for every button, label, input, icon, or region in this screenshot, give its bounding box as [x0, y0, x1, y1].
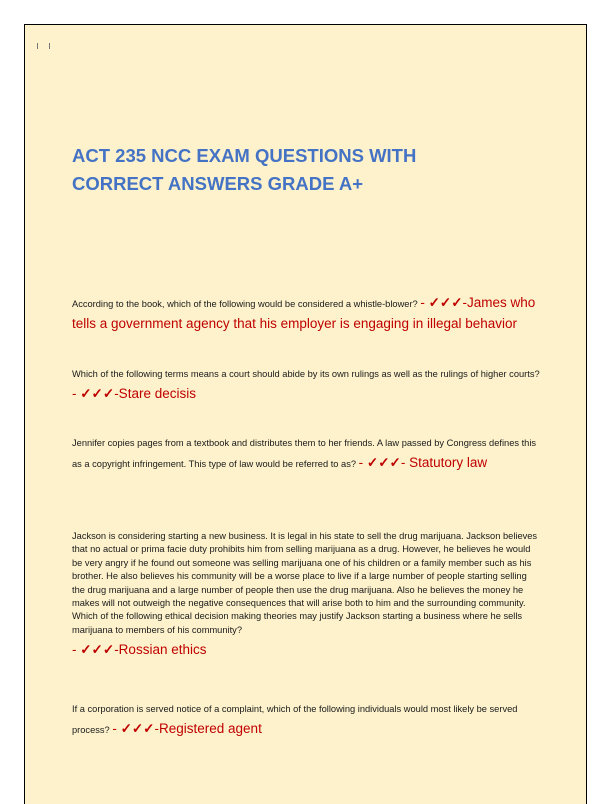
check-marks-icon: ✓✓✓: [80, 386, 115, 401]
question-item-5: [72, 700, 542, 740]
check-marks-icon: ✓✓✓: [366, 455, 401, 470]
question-text: Jennifer copies pages from a textbook and distributes them to her friends. A law passed by Congress defines this as a copyright infringement. This type of law would be referred to as?: [72, 438, 537, 469]
question-item-2: [72, 365, 542, 405]
question-text: If a corporation is served notice of a complaint, which of the following individuals would most likely be served process?: [72, 704, 518, 735]
question-text: According to the book, which of the following would be considered a whistle-blower?: [72, 299, 421, 309]
question-item-4: [72, 530, 542, 663]
document-page: [24, 24, 587, 804]
answer-text: - ✓✓✓-Stare decisis: [72, 386, 196, 401]
answer-text: - ✓✓✓-James who tells a government agency that his employer is engaging in illegal behavior: [72, 295, 536, 331]
document-title: ACT 235 NCC EXAM QUESTIONS WITH CORRECT ANSWERS GRADE A+: [72, 145, 417, 194]
answer-text: - ✓✓✓-Registered agent: [112, 721, 262, 736]
corner-crop-mark: [49, 43, 62, 49]
check-marks-icon: ✓✓✓: [428, 295, 463, 310]
answer-text: - ✓✓✓-Rossian ethics: [72, 642, 207, 658]
check-marks-icon: ✓✓✓: [80, 642, 115, 658]
check-marks-icon: ✓✓✓: [120, 721, 155, 736]
question-item-3: [72, 434, 542, 474]
question-text: Which of the following terms means a court should abide by its own rulings as well as the rulings of higher courts?: [72, 369, 540, 379]
question-text: Jackson is considering starting a new business. It is legal in his state to sell the drug marijuana. Jackson believes that no actual or prima facie duty prohibits him from selling marijuana as a drug. However, he believes he would be very angry if he found out someone was selling marijuana one of his children or a family member such as his brother. He also believes his community will be a worse place to live if a large number of people starting selling the drug marijuana and a large number of people then use the drug marijuana. Also he believes the money he makes will not outweigh the negative consequences that will arise both to him and the surrounding community. Which of the following ethical decision making theories may justify Jackson starting a business where he sells marijuana to members of his community?: [72, 531, 538, 635]
question-item-1: [72, 293, 542, 335]
answer-text: - ✓✓✓- Statutory law: [358, 455, 488, 470]
